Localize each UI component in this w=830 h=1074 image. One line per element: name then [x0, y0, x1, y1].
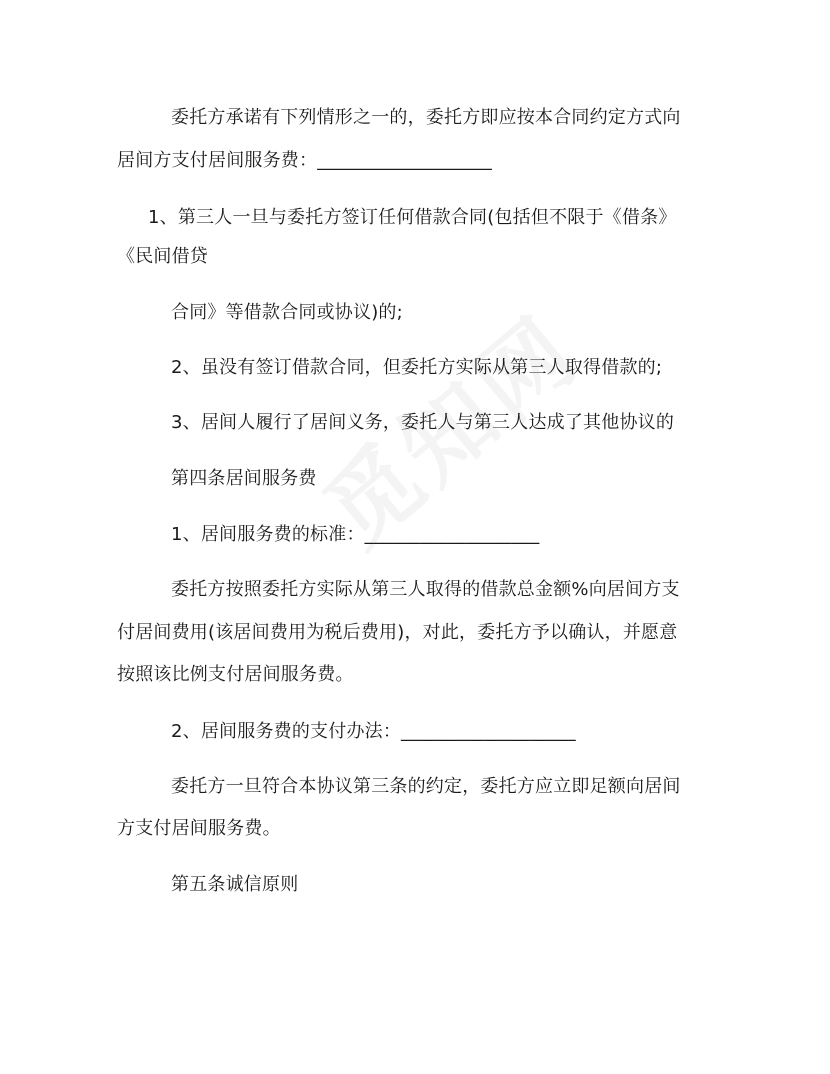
text-line: 委托方按照委托方实际从第三人取得的借款总金额%向居间方支 — [171, 579, 680, 600]
text-line: 付居间费用(该居间费用为税后费用)，对此，委托方予以确认，并愿意 — [117, 622, 678, 643]
text-line: 按照该比例支付居间服务费。 — [117, 664, 354, 685]
text-line: 2、居间服务费的支付办法：___________________ — [171, 721, 576, 742]
text-line: 方支付居间服务费。 — [117, 818, 281, 839]
text-line: 居间方支付居间服务费：___________________ — [117, 150, 492, 171]
section-heading: 第五条诚信原则 — [171, 874, 299, 895]
text-line: 委托方一旦符合本协议第三条的约定，委托方应立即足额向居间 — [171, 776, 681, 797]
text-line: 委托方承诺有下列情形之一的，委托方即应按本合同约定方式向 — [171, 107, 681, 128]
text-line: 《民间借贷 — [117, 246, 208, 267]
text-line: 1、第三人一旦与委托方签订任何借款合同(包括但不限于《借条》 — [148, 207, 677, 228]
section-heading: 第四条居间服务费 — [171, 468, 317, 489]
text-line: 3、居间人履行了居间义务，委托人与第三人达成了其他协议的 — [171, 412, 675, 433]
text-line: 合同》等借款合同或协议)的; — [171, 302, 403, 323]
text-line: 2、虽没有签订借款合同，但委托方实际从第三人取得借款的; — [171, 357, 663, 378]
text-line: 1、居间服务费的标准：___________________ — [171, 524, 540, 545]
